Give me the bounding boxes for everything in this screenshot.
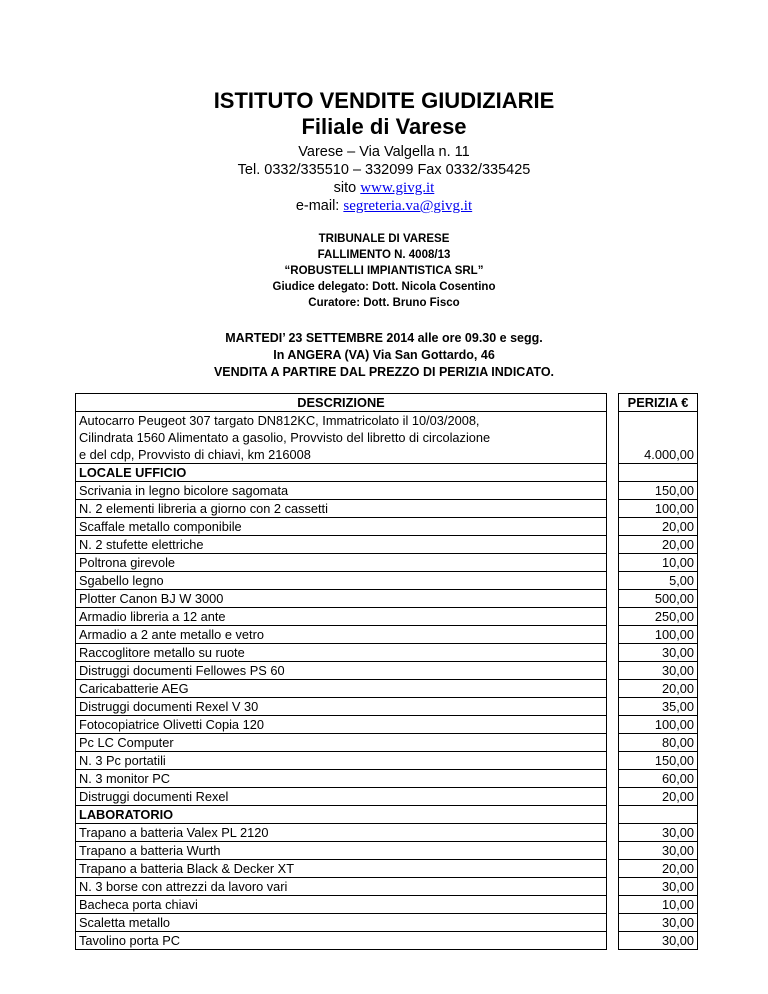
item-description: Poltrona girevole [76,554,607,572]
table-row [76,536,698,554]
item-price: 20,00 [619,788,698,806]
item-price: 35,00 [619,698,698,716]
table-row [76,734,698,752]
item-description: Tavolino porta PC [76,932,607,950]
table-header-row [76,394,698,412]
table-row [76,860,698,878]
table-row [76,680,698,698]
item-description: Scrivania in legno bicolore sagomata [76,482,607,500]
institute-title: ISTITUTO VENDITE GIUDIZIARIE [213,88,555,113]
item-description: Raccoglitore metallo su ruote [76,644,607,662]
item-description: Plotter Canon BJ W 3000 [76,590,607,608]
website-link[interactable]: www.givg.it [360,180,435,196]
table-row [76,842,698,860]
item-price: 30,00 [619,932,698,950]
judge-name: Giudice delegato: Dott. Nicola Cosentino [272,281,496,293]
table-row [76,824,698,842]
section-title-office: LOCALE UFFICIO [76,464,607,482]
item-price: 30,00 [619,878,698,896]
website-line [0,179,768,197]
table-row [76,572,698,590]
item-description: Trapano a batteria Wurth [76,842,607,860]
item-description: Bacheca porta chiavi [76,896,607,914]
sale-terms: VENDITA A PARTIRE DAL PREZZO DI PERIZIA INDICATO. [213,365,555,379]
item-price: 30,00 [619,824,698,842]
sale-place: In ANGERA (VA) Via San Gottardo, 46 [273,348,495,362]
table-row [76,644,698,662]
item-price: 150,00 [619,482,698,500]
table-row [76,626,698,644]
item-description: Distruggi documenti Fellowes PS 60 [76,662,607,680]
table-row [76,716,698,734]
item-description: Armadio a 2 ante metallo e vetro [76,626,607,644]
item-price: 30,00 [619,662,698,680]
table-row [76,752,698,770]
item-price: 100,00 [619,716,698,734]
branch-subtitle: Filiale di Varese [301,114,467,139]
website-label: sito [333,180,357,196]
section-title-lab: LABORATORIO [76,806,607,824]
item-description: Fotocopiatrice Olivetti Copia 120 [76,716,607,734]
item-description: Caricabatterie AEG [76,680,607,698]
item-price: 30,00 [619,842,698,860]
item-price: 500,00 [619,590,698,608]
item-description: Trapano a batteria Black & Decker XT [76,860,607,878]
column-header-price: PERIZIA € [619,394,698,412]
item-description: Scaletta metallo [76,914,607,932]
section-row-office [76,464,698,482]
court-name: TRIBUNALE DI VARESE [318,233,450,245]
items-table [75,393,698,950]
vehicle-line-2: Cilindrata 1560 Alimentato a gasolio, Provvisto del libretto di circolazione [79,430,491,445]
email-label: e-mail: [295,198,340,214]
item-price: 20,00 [619,680,698,698]
item-description: N. 2 stufette elettriche [76,536,607,554]
item-price: 10,00 [619,896,698,914]
item-description: N. 2 elementi libreria a giorno con 2 cassetti [76,500,607,518]
vehicle-row [76,412,698,464]
table-row [76,878,698,896]
email-link[interactable]: segreteria.va@givg.it [343,198,473,214]
table-row [76,662,698,680]
table-row [76,554,698,572]
phone-line: Tel. 0332/335510 – 332099 Fax 0332/335425 [237,162,531,178]
email-line [0,197,768,215]
address-line: Varese – Via Valgella n. 11 [298,144,470,160]
item-price: 60,00 [619,770,698,788]
item-description: Scaffale metallo componibile [76,518,607,536]
item-price: 150,00 [619,752,698,770]
table-row [76,770,698,788]
item-description: Sgabello legno [76,572,607,590]
item-description: Distruggi documenti Rexel V 30 [76,698,607,716]
table-row [76,482,698,500]
item-price: 10,00 [619,554,698,572]
vehicle-line-3: e del cdp, Provvisto di chiavi, km 216008 [79,447,311,462]
table-row [76,932,698,950]
vehicle-description [76,412,607,464]
vehicle-line-1: Autocarro Peugeot 307 targato DN812KC, Immatricolato il 10/03/2008, [79,413,480,428]
item-price: 80,00 [619,734,698,752]
item-description: N. 3 Pc portatili [76,752,607,770]
item-description: N. 3 borse con attrezzi da lavoro vari [76,878,607,896]
item-price: 30,00 [619,644,698,662]
item-price: 5,00 [619,572,698,590]
curator-name: Curatore: Dott. Bruno Fisco [308,297,460,309]
item-price: 100,00 [619,500,698,518]
item-price: 20,00 [619,536,698,554]
table-row [76,518,698,536]
table-row [76,788,698,806]
vehicle-price: 4.000,00 [619,412,698,464]
table-row [76,896,698,914]
table-row [76,500,698,518]
item-description: N. 3 monitor PC [76,770,607,788]
table-row [76,698,698,716]
item-price: 30,00 [619,914,698,932]
table-row [76,590,698,608]
item-description: Trapano a batteria Valex PL 2120 [76,824,607,842]
item-description: Armadio libreria a 12 ante [76,608,607,626]
item-price: 250,00 [619,608,698,626]
table-row [76,914,698,932]
table-row [76,608,698,626]
item-price: 20,00 [619,518,698,536]
section-row-lab [76,806,698,824]
sale-date: MARTEDI’ 23 SETTEMBRE 2014 alle ore 09.30 e segg. [225,331,543,345]
column-header-description: DESCRIZIONE [76,394,607,412]
item-price: 20,00 [619,860,698,878]
bankruptcy-number: FALLIMENTO N. 4008/13 [317,249,451,261]
item-description: Distruggi documenti Rexel [76,788,607,806]
item-price: 100,00 [619,626,698,644]
company-name: “ROBUSTELLI IMPIANTISTICA SRL” [284,265,484,277]
item-description: Pc LC Computer [76,734,607,752]
